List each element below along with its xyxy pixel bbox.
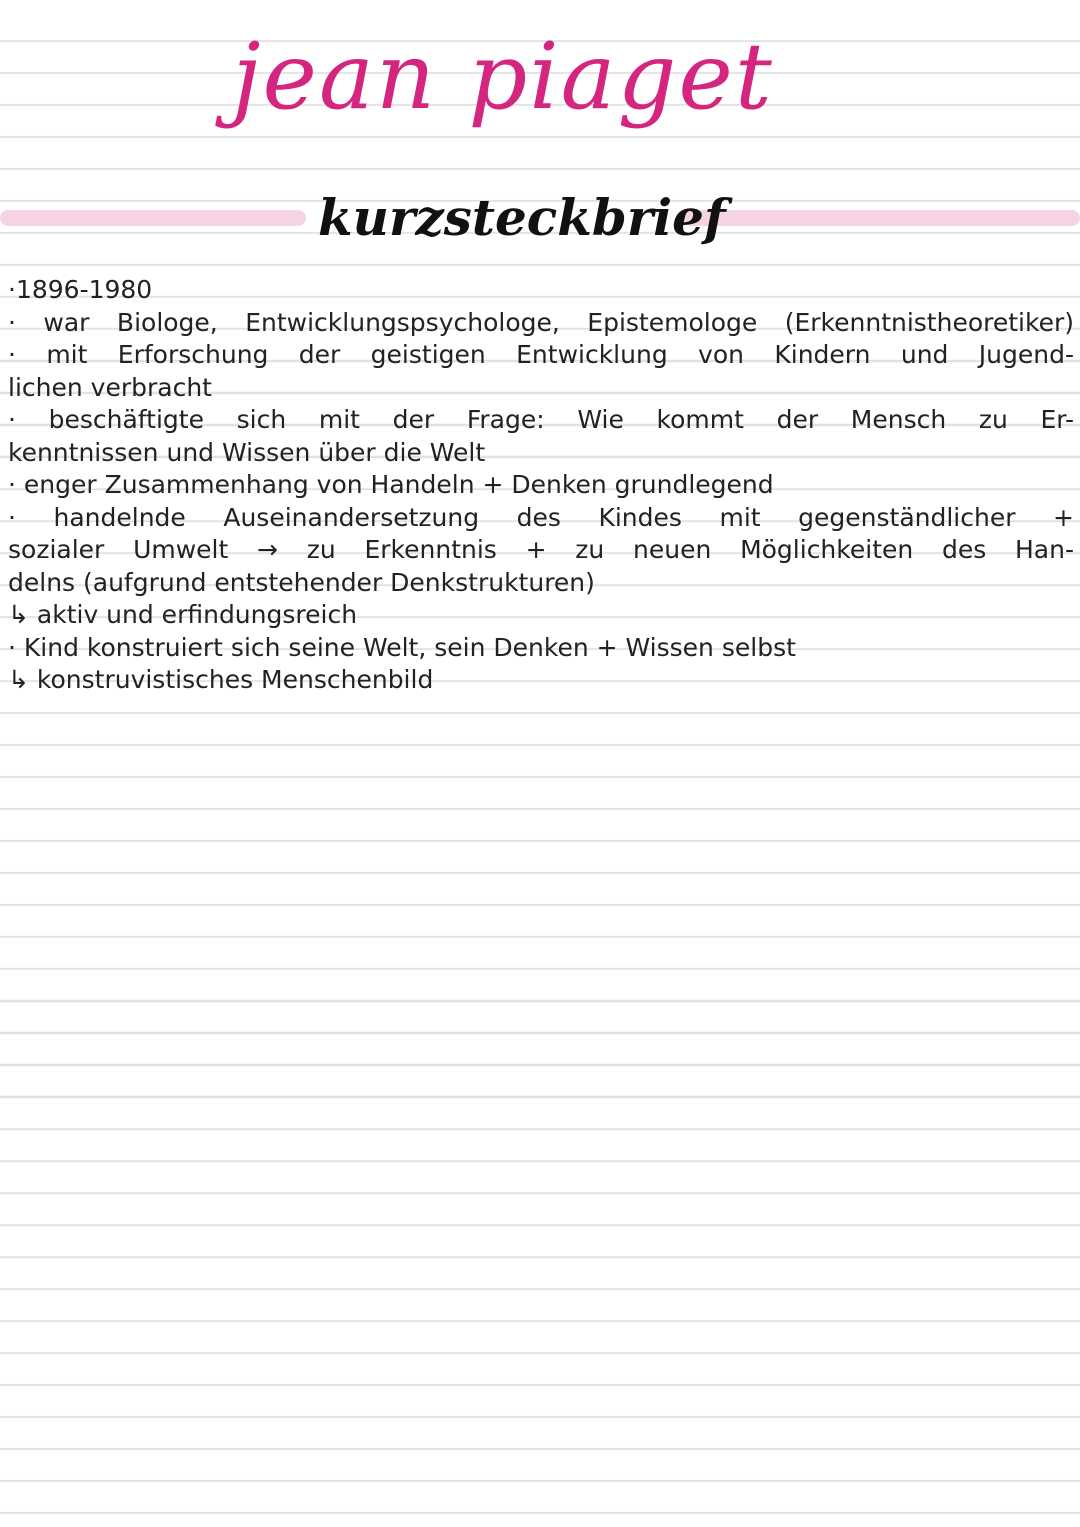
note-line: ·1896-1980 — [8, 275, 153, 304]
heading-divider-left — [0, 210, 306, 226]
note-line: lichen verbracht — [8, 372, 212, 402]
note-line: ↳ aktiv und erfindungsreich — [8, 600, 358, 629]
note-line: kenntnissen und Wissen über die Welt — [8, 437, 486, 467]
notes-body — [8, 274, 1074, 697]
note-line: · beschäftigte sich mit der Frage: Wie kommt der Mensch zu Er- — [8, 405, 1074, 434]
section-heading: kurzsteckbrief — [318, 188, 726, 247]
note-line: · mit Erforschung der geistigen Entwicklung von Kindern und Jugend- — [8, 340, 1074, 369]
note-line: sozialer Umwelt → zu Erkenntnis + zu neuen Möglichkeiten des Han- — [8, 535, 1074, 564]
heading-divider-right — [684, 210, 1080, 226]
page-title: jean piaget — [232, 23, 774, 130]
note-line: · Kind konstruiert sich seine Welt, sein Denken + Wissen selbst — [8, 632, 796, 662]
note-line: · handelnde Auseinandersetzung des Kindes mit gegenständlicher + — [8, 502, 1074, 532]
note-line: delns (aufgrund entstehender Denkstrukturen) — [8, 567, 595, 597]
note-line: · enger Zusammenhang von Handeln + Denken grundlegend — [8, 470, 774, 499]
note-line: ↳ konstruvistisches Menschenbild — [8, 665, 434, 694]
note-line: · war Biologe, Entwicklungspsychologe, Epistemologe (Erkenntnistheoretiker) — [8, 307, 1074, 337]
